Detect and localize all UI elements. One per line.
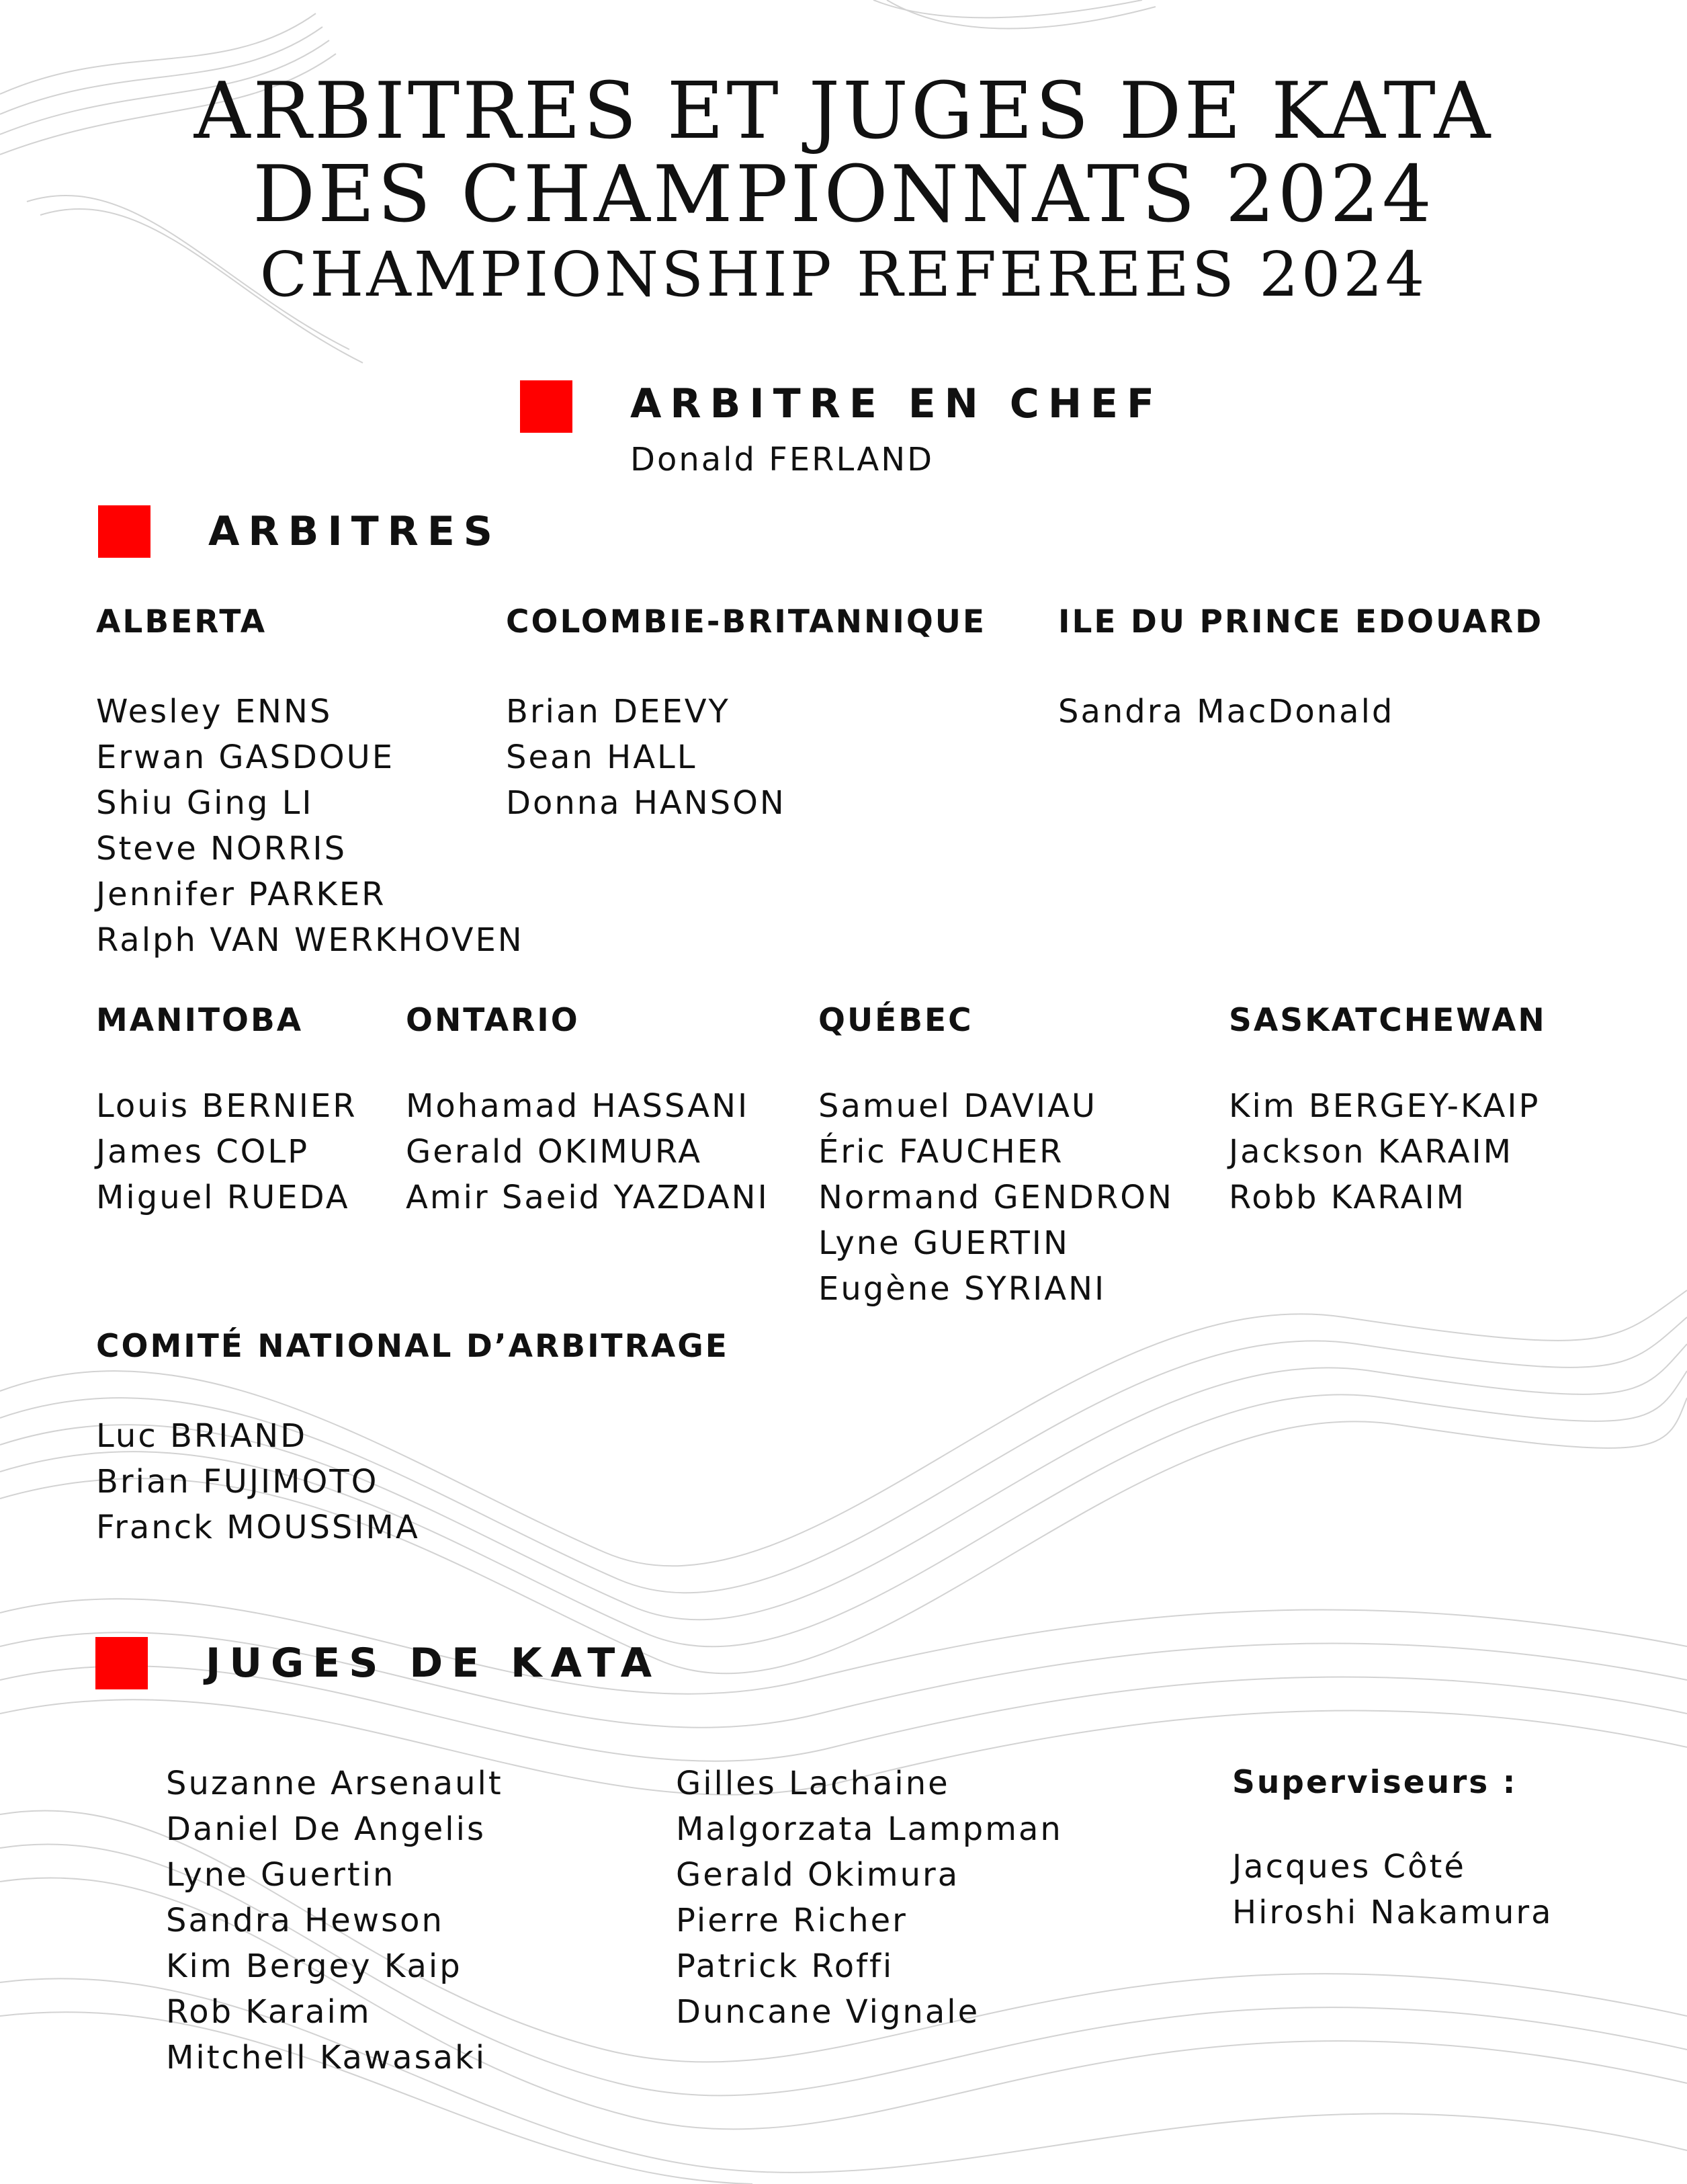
list-item: Luc BRIAND <box>96 1417 308 1455</box>
list-item: Franck MOUSSIMA <box>96 1509 420 1546</box>
list-item: Gilles Lachaine <box>676 1765 950 1802</box>
referee-list-quebec <box>818 1083 1174 1312</box>
list-item: Jackson KARAIM <box>1229 1133 1514 1171</box>
list-item: Gerald OKIMURA <box>406 1133 703 1171</box>
referee-list-manitoba <box>96 1083 357 1220</box>
list-item: Sean HALL <box>506 739 697 776</box>
list-item: Wesley ENNS <box>96 693 333 730</box>
chief-bullet-square <box>520 380 572 433</box>
list-item: James COLP <box>96 1133 310 1171</box>
chief-name: Donald FERLAND <box>630 441 935 478</box>
province-ipe <box>1058 603 1543 734</box>
title-line-2: DES CHAMPIONNATS 2024 <box>253 149 1434 240</box>
list-item: Miguel RUEDA <box>96 1179 350 1216</box>
list-item: Mohamad HASSANI <box>406 1087 750 1125</box>
province-colombie-britannique <box>506 603 986 826</box>
list-item: Sandra MacDonald <box>1058 693 1395 730</box>
national-committee <box>96 1328 729 1550</box>
supervisors-label: Superviseurs : <box>1232 1764 1518 1801</box>
list-item: Daniel De Angelis <box>166 1810 486 1848</box>
list-item: Robb KARAIM <box>1229 1179 1467 1216</box>
list-item: Gerald Okimura <box>676 1856 960 1894</box>
list-item: Éric FAUCHER <box>818 1133 1064 1171</box>
list-item: Lyne GUERTIN <box>818 1224 1070 1262</box>
list-item: Shiu Ging LI <box>96 784 314 822</box>
supervisors-list <box>1232 1844 1553 1935</box>
list-item: Patrick Roffi <box>676 1947 894 1985</box>
list-item: Jacques Côté <box>1232 1848 1466 1886</box>
list-item: Jennifer PARKER <box>96 876 386 913</box>
province-label: ONTARIO <box>406 1002 580 1039</box>
province-ontario <box>406 1002 769 1220</box>
list-item: Pierre Richer <box>676 1902 908 1939</box>
title-line-3: CHAMPIONSHIP REFEREES 2024 <box>259 239 1428 310</box>
province-label: SASKATCHEWAN <box>1229 1002 1547 1039</box>
list-item: Samuel DAVIAU <box>818 1087 1098 1125</box>
list-item: Brian DEEVY <box>506 693 730 730</box>
list-item: Erwan GASDOUE <box>96 739 395 776</box>
province-label: ILE DU PRINCE EDOUARD <box>1058 603 1544 640</box>
list-item: Eugène SYRIANI <box>818 1270 1107 1308</box>
list-item: Donna HANSON <box>506 784 786 822</box>
province-label: MANITOBA <box>96 1002 304 1039</box>
list-item: Duncane Vignale <box>676 1993 980 2031</box>
list-item: Amir Saeid YAZDANI <box>406 1179 769 1216</box>
list-item: Rob Karaim <box>166 1993 372 2031</box>
list-item: Sandra Hewson <box>166 1902 444 1939</box>
province-label: QUÉBEC <box>818 1002 974 1039</box>
referees-heading: ARBITRES <box>208 508 502 555</box>
title-line-1: ARBITRES ET JUGES DE KATA <box>193 66 1494 157</box>
list-item: Hiroshi Nakamura <box>1232 1894 1553 1931</box>
chief-heading: ARBITRE EN CHEF <box>630 380 1164 427</box>
list-item: Mitchell Kawasaki <box>166 2039 487 2076</box>
list-item: Lyne Guertin <box>166 1856 396 1894</box>
referee-list-alberta <box>96 689 524 963</box>
referee-list-cb <box>506 689 986 826</box>
list-item: Steve NORRIS <box>96 830 347 868</box>
province-quebec <box>818 1002 1174 1312</box>
list-item: Normand GENDRON <box>818 1179 1174 1216</box>
supervisors-block <box>1232 1764 1553 1935</box>
list-item: Kim BERGEY-KAIP <box>1229 1087 1541 1125</box>
kata-heading: JUGES DE KATA <box>206 1640 661 1687</box>
referees-bullet-square <box>98 505 150 558</box>
list-item: Louis BERNIER <box>96 1087 357 1125</box>
province-manitoba <box>96 1002 357 1220</box>
list-item: Kim Bergey Kaip <box>166 1947 462 1985</box>
referee-list-saskatchewan <box>1229 1083 1547 1220</box>
kata-judges-column-1 <box>166 1761 503 2081</box>
list-item: Suzanne Arsenault <box>166 1765 503 1802</box>
kata-judges-column-2 <box>676 1761 1063 2035</box>
referee-list-ontario <box>406 1083 769 1220</box>
kata-bullet-square <box>95 1637 148 1689</box>
list-item: Brian FUJIMOTO <box>96 1463 379 1501</box>
province-saskatchewan <box>1229 1002 1547 1220</box>
referee-list-national <box>96 1413 729 1550</box>
list-item: Malgorzata Lampman <box>676 1810 1063 1848</box>
province-alberta <box>96 603 524 963</box>
list-item: Ralph VAN WERKHOVEN <box>96 921 524 959</box>
province-label: COLOMBIE-BRITANNIQUE <box>506 603 987 640</box>
province-label: ALBERTA <box>96 603 267 640</box>
province-label: COMITÉ NATIONAL D’ARBITRAGE <box>96 1328 729 1365</box>
referee-list-ipe <box>1058 689 1543 734</box>
